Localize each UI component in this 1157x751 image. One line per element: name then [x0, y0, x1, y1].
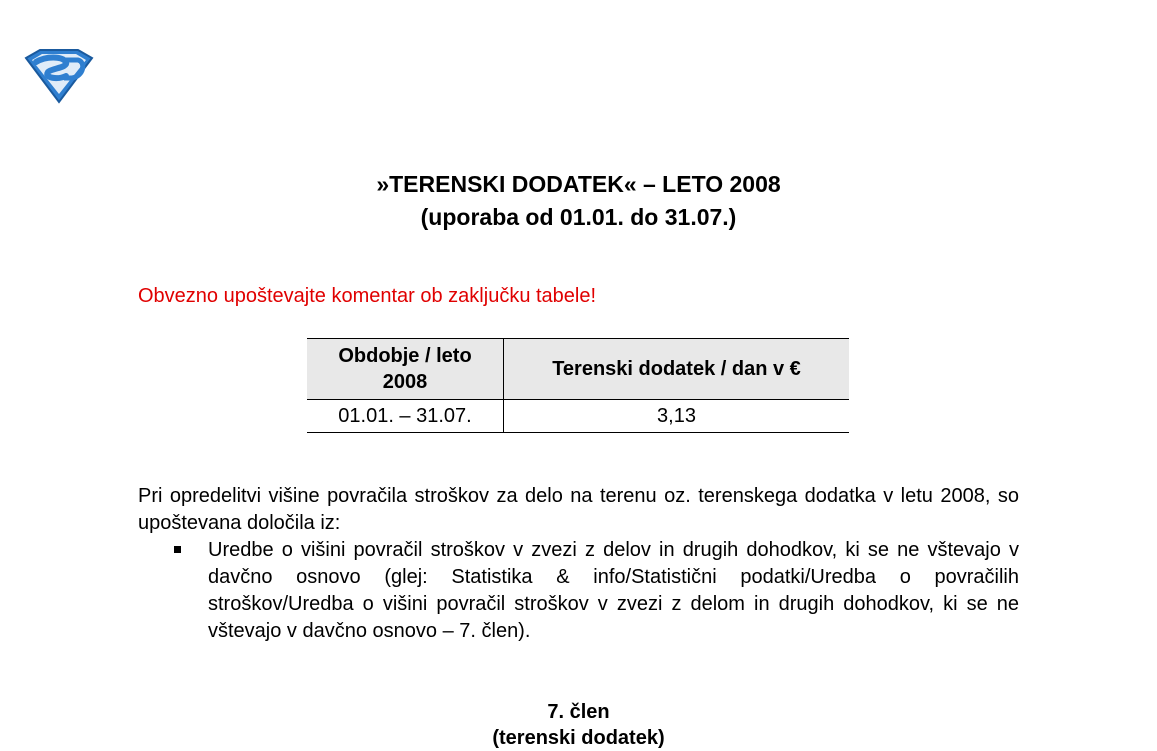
- section-subheading: (terenski dodatek): [492, 727, 665, 749]
- list-item: [138, 537, 1019, 645]
- bullet-square-icon: [174, 546, 181, 553]
- warning-note: Obvezno upoštevajte komentar ob zaključku tabele!: [138, 285, 597, 307]
- table-row: [307, 400, 849, 433]
- cell-period: 01.01. – 31.07.: [307, 400, 504, 433]
- section-heading: 7. člen: [547, 701, 610, 723]
- company-logo: [22, 48, 96, 104]
- rates-table: [307, 338, 849, 433]
- list-item-text: Uredbe o višini povračil stroškov v zvezi z delov in drugih dohodkov, ki se ne vštevajo v davčno osnovo (glej: Statistika & info/Statistični podatki/Uredba o povračilih stroškov/Uredba o višini povračil stroškov v zvezi z delom in drugih dohodkov, ki se ne vštevajo v davčno osnovo – 7. člen).: [208, 539, 1019, 642]
- table-header-row: [307, 339, 849, 400]
- cell-allowance: 3,13: [504, 400, 850, 433]
- body-paragraph: Pri opredelitvi višine povračila stroškov za delo na terenu oz. terenskega dodatka v letu 2008, so upoštevana določila iz:: [138, 485, 1019, 534]
- column-header-allowance: Terenski dodatek / dan v €: [504, 339, 850, 400]
- page-title: »TERENSKI DODATEK« – LETO 2008: [376, 171, 781, 197]
- column-header-period: Obdobje / leto 2008: [307, 339, 504, 400]
- page-subtitle: (uporaba od 01.01. do 31.07.): [420, 204, 737, 230]
